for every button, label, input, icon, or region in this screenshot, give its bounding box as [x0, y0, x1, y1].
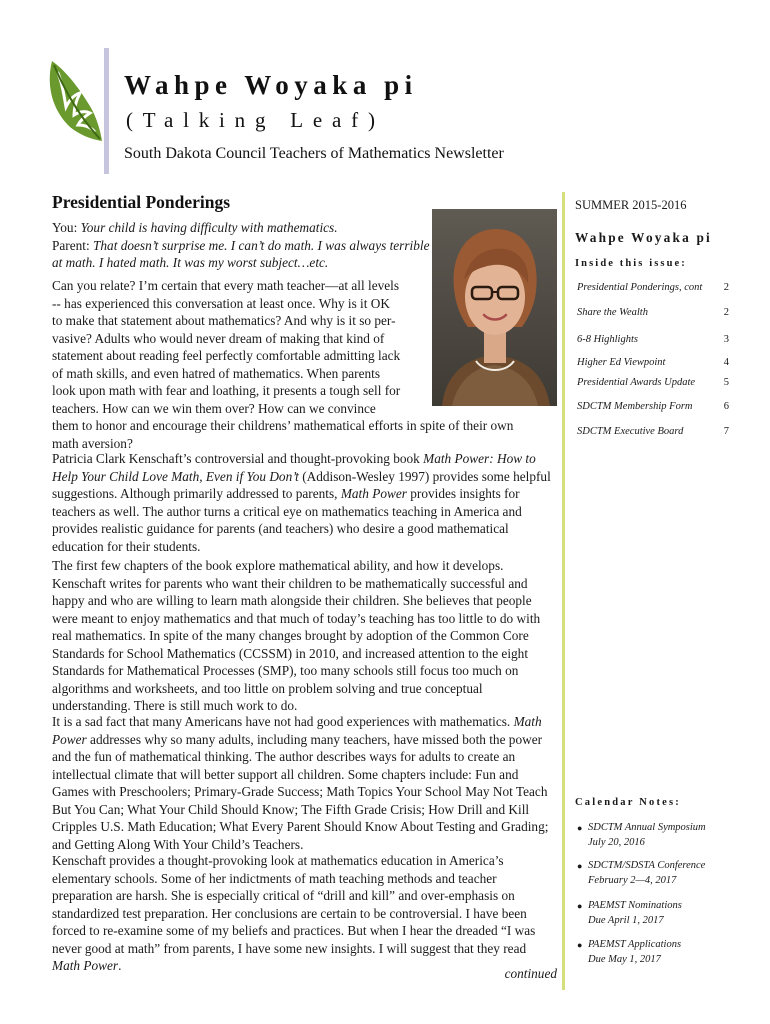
newsletter-subtitle: (Talking Leaf) — [126, 108, 385, 132]
intro-parent-text: That doesn’t surprise me. I can’t do math. I was always terrible at math. I hated math. It was my worst subject…etc. — [52, 237, 430, 270]
p1-line: to make that statement about mathematics? And why is it so per- — [52, 313, 396, 328]
issue-season: SUMMER 2015-2016 — [575, 198, 687, 212]
intro-you-text: Your child is having difficulty with mathematics. — [80, 220, 338, 235]
toc-page: 3 — [723, 334, 729, 345]
calendar-item — [577, 821, 747, 850]
book-title: Math Power — [52, 714, 542, 747]
calendar-event: SDCTM/SDSTA Conference — [588, 860, 706, 871]
p1-line: look upon math with fear and loathing, it presents a tough sell for — [52, 383, 401, 398]
calendar-event: PAEMST Applications — [588, 939, 682, 950]
toc-label: SDCTM Membership Form — [577, 401, 693, 412]
bullet-icon: ● — [577, 823, 583, 833]
p1-line: vasive? Adults who would never dream of making that kind of — [52, 330, 385, 346]
calendar-item — [577, 938, 747, 967]
toc-page: 2 — [723, 282, 729, 293]
article-paragraph-2 — [52, 450, 557, 555]
toc-page: 6 — [723, 401, 729, 412]
calendar-date: Due May 1, 2017 — [588, 953, 661, 965]
article-headline: Presidential Ponderings — [52, 192, 231, 212]
p5-text: Kenschaft provides a thought-provoking look at mathematics education in America’s elementary schools. Some of her indictments of math teaching methods and teacher preparation are harsh. She is especially critical of “drill and kill” and over-emphasis on standardized test preparation. Her conclusions are certain to be controversial. I have been forced to re-examine some of my beliefs and practices. But when I hear the dreaded “I was never good at math” from parents, I have some new insights. I will suggest that they read — [52, 853, 536, 956]
author-portrait — [432, 209, 557, 406]
p1-line: Can you relate? I’m certain that every math teacher—at all levels — [52, 278, 400, 293]
p4-text: It is a sad fact that many Americans have not had good experiences with mathematics. — [52, 714, 514, 729]
toc-label: Presidential Ponderings, cont — [577, 282, 703, 293]
toc-item[interactable] — [577, 377, 729, 388]
inside-issue-label: Inside this issue: — [575, 258, 687, 269]
toc-label: SDCTM Executive Board — [577, 426, 684, 437]
p1-line: -- has experienced this conversation at least once. Why is it OK — [52, 295, 390, 311]
toc-item[interactable] — [577, 401, 729, 412]
p2-text: Patricia Clark Kenschaft’s controversial and thought-provoking book — [52, 451, 424, 466]
article-intro — [52, 219, 432, 272]
p1-line: statement about reading feel perfectly comfortable admitting lack — [52, 348, 401, 363]
continued-note: continued — [504, 966, 557, 981]
calendar-event: PAEMST Nominations — [588, 900, 682, 911]
newsletter-title: Wahpe Woyaka pi — [124, 70, 418, 100]
sidebar-title: Wahpe Woyaka pi — [575, 230, 712, 245]
masthead-divider — [104, 48, 109, 174]
p1-line: math aversion? — [52, 435, 133, 451]
bullet-icon: ● — [577, 901, 583, 911]
organization-name: South Dakota Council Teachers of Mathematics Newsletter — [124, 145, 504, 162]
calendar-date: Due April 1, 2017 — [588, 914, 664, 926]
p4-text: addresses why so many adults, including many teachers, have missed both the power and the fun of mathematical thinking. The author describes ways for adults to create an intellectual climate that will better support all children. Some chapters include: Fun and Games with Preschoolers; Primary-Grade Success; Math Topics Your School May Not Teach But You Can; What Your Child Should Know; The Fifth Grade Crisis; How Drill and Kill Cripples U.S. Math Education; What Every Parent Should Know About Testing and Grading; and Getting Along With Your Child’s Teachers. — [52, 731, 549, 852]
toc-label: Higher Ed Viewpoint — [577, 357, 666, 368]
intro-parent-label: Parent: — [52, 237, 93, 253]
sidebar-divider — [562, 192, 565, 990]
p2-text: (Addison-Wesley 1997) provides some helpful suggestions. Although primarily addressed to parents, — [52, 468, 551, 501]
calendar-item — [577, 899, 747, 928]
intro-you-label: You: — [52, 220, 81, 235]
toc-page: 5 — [723, 377, 729, 388]
talking-leaf-logo — [44, 55, 106, 145]
article-paragraph-4 — [52, 713, 557, 853]
toc-item[interactable] — [577, 334, 729, 345]
p1-line: of math skills, and even hatred of mathematics. When parents — [52, 365, 381, 381]
calendar-event: SDCTM Annual Symposium — [588, 822, 706, 833]
book-title: Math Power — [340, 486, 407, 501]
toc-item[interactable] — [577, 307, 729, 318]
toc-item[interactable] — [577, 426, 729, 437]
book-title: Math Power: How to Help Your Child Love Math, Even if You Don’t — [52, 451, 536, 484]
book-title: Math Power — [52, 958, 119, 973]
p5-text: . — [118, 958, 122, 973]
article-paragraph-3 — [52, 557, 557, 715]
calendar-date: July 20, 2016 — [588, 836, 645, 848]
toc-item[interactable] — [577, 282, 729, 293]
bullet-icon: ● — [577, 940, 583, 950]
toc-page: 4 — [723, 357, 729, 368]
p2-text: provides insights for teachers as well. The author turns a critical eye on mathematics teaching in America and provides realistic guidance for parents (and teachers) who desire a good mathematical education for their students. — [52, 486, 522, 554]
toc-item[interactable] — [577, 357, 729, 368]
calendar-date: February 2—4, 2017 — [588, 874, 677, 886]
article-paragraph-5 — [52, 852, 557, 975]
p1-line: teachers. How can we win them over? How can we convince — [52, 400, 376, 416]
toc-label: 6-8 Highlights — [577, 334, 638, 345]
toc-page: 2 — [723, 307, 729, 318]
calendar-notes-label: Calendar Notes: — [575, 797, 682, 808]
p3-text: The first few chapters of the book explore mathematical ability, and how it develops. Kenschaft writes for parents who want their children to be mathematically successful and happy and who are willing to learn math alongside their children. She believes that people were meant to enjoy mathematics and that much of today’s teaching has too little to do with real mathematics. In spite of the many changes brought by adoption of the Common Core Standards for School Mathematics (CCSSM) in 2010, and increased attention to the eight Standards for Mathematical Processes (SMP), too many schools still focus too much on algorithms and worksheets, and too little on problem solving and true conceptual understanding. There is still much work to do. — [52, 558, 541, 713]
toc-label: Share the Wealth — [577, 307, 648, 318]
p1-line: them to honor and encourage their childrens’ mathematical efforts in spite of their own — [52, 418, 514, 433]
toc-page: 7 — [723, 426, 729, 437]
bullet-icon: ● — [577, 861, 583, 871]
calendar-item — [577, 859, 747, 888]
toc-label: Presidential Awards Update — [577, 377, 696, 388]
